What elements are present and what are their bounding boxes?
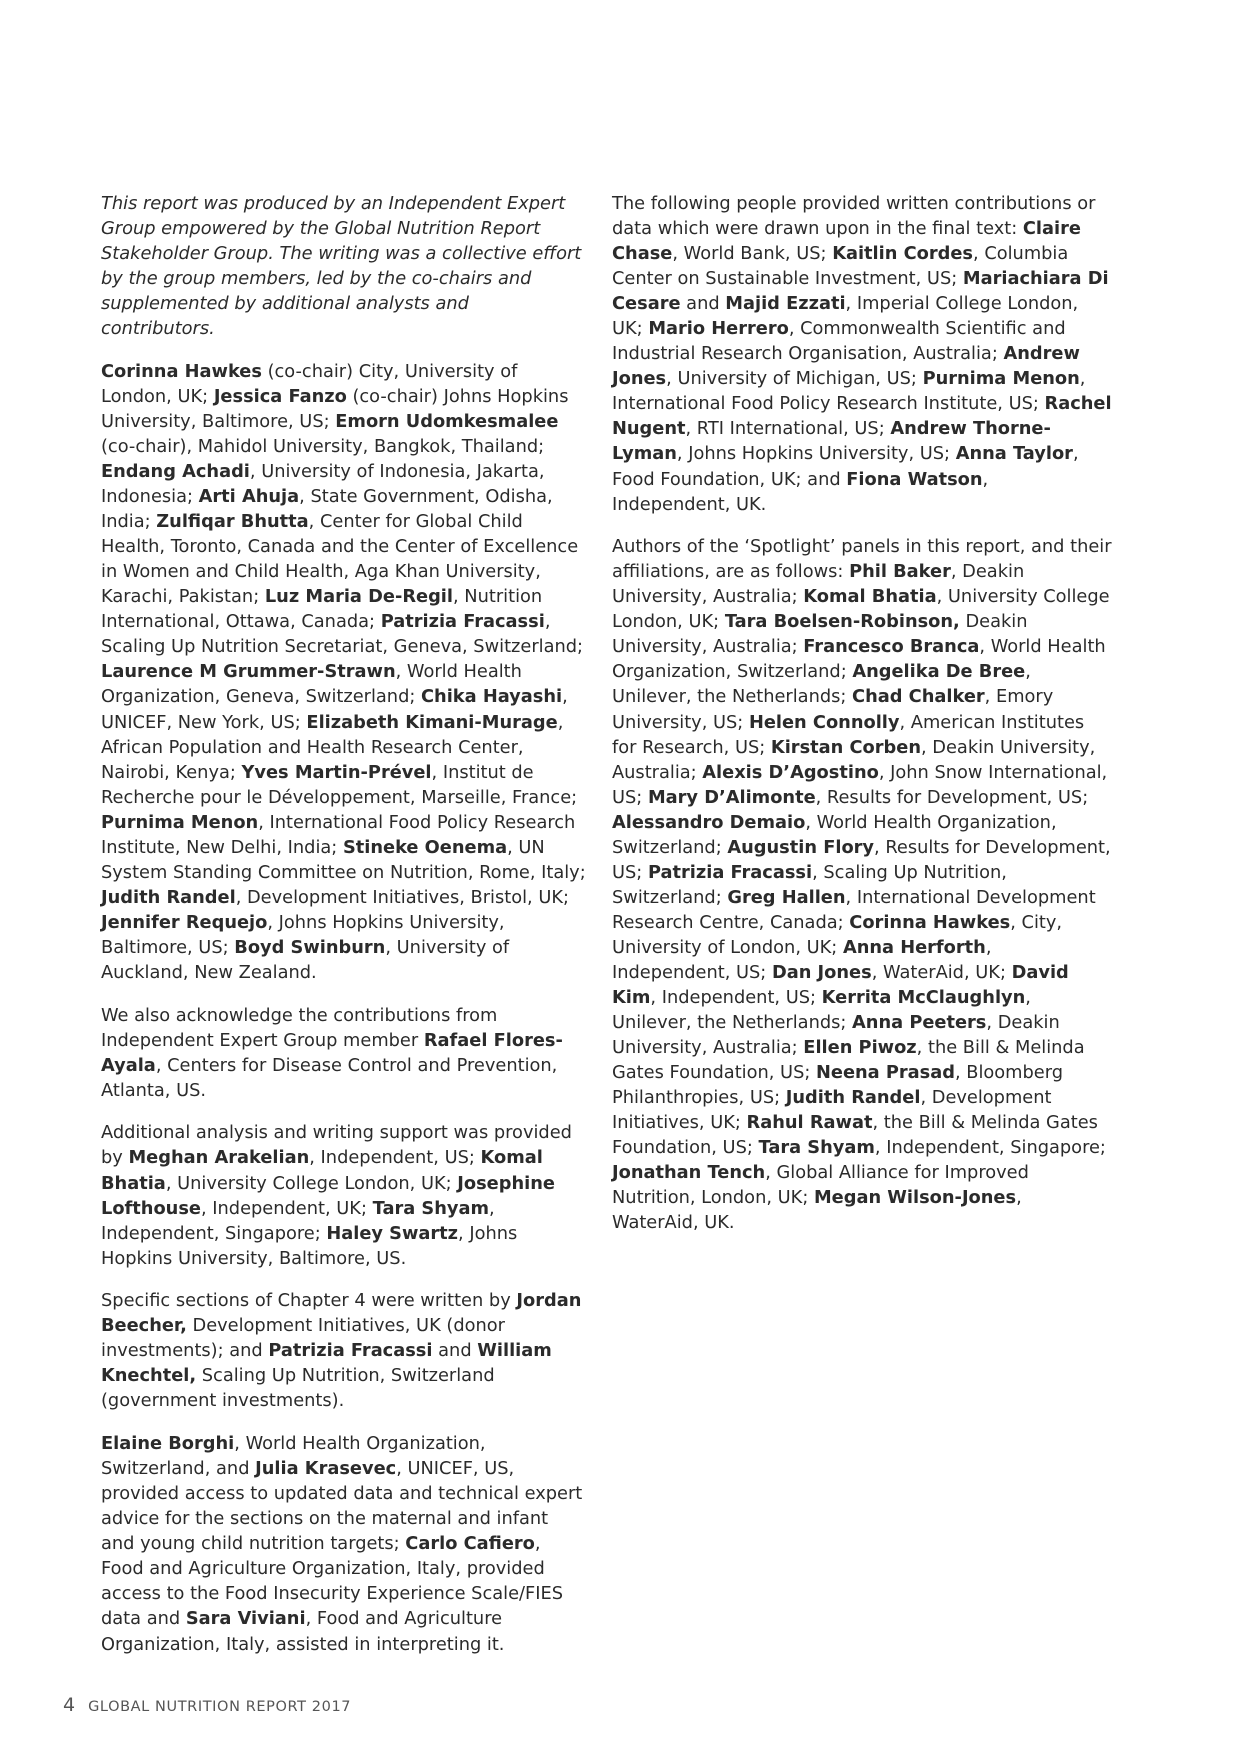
contributor-name: Anna Taylor bbox=[955, 443, 1073, 465]
contributor-name: Judith Randel bbox=[785, 1087, 921, 1109]
text-run: , City, University of London, UK; bbox=[612, 911, 1063, 958]
text-run: , Development Initiatives, UK; bbox=[612, 1087, 1052, 1134]
contributor-name: Haley Swartz bbox=[326, 1222, 459, 1244]
contributor-name: Alessandro Demaio bbox=[612, 811, 806, 833]
contributor-name: Sara Viviani bbox=[185, 1608, 306, 1630]
contributor-name: Tara Shyam bbox=[372, 1197, 489, 1219]
contributor-name: Arti Ahuja bbox=[198, 486, 300, 508]
text-run: , Columbia Center on Sustainable Investment, US; bbox=[612, 243, 1069, 290]
text-run: , Nutrition International, Ottawa, Canada; bbox=[101, 586, 543, 633]
contributor-name: Phil Baker bbox=[849, 561, 951, 583]
text-run: , Independent, US; bbox=[650, 987, 822, 1009]
text-run: , RTI International, US; bbox=[685, 418, 891, 440]
body-paragraph bbox=[101, 1120, 586, 1270]
text-run: , American Institutes for Research, US; bbox=[612, 711, 1085, 758]
contributor-name: Corinna Hawkes bbox=[101, 360, 262, 382]
contributor-name: Ellen Piwoz bbox=[803, 1037, 917, 1059]
body-paragraph bbox=[101, 1288, 586, 1413]
text-run: Specific sections of Chapter 4 were written by bbox=[101, 1290, 517, 1312]
contributor-name: Patrizia Fracassi bbox=[647, 861, 813, 883]
contributor-name: Josephine Lofthouse bbox=[101, 1172, 555, 1219]
text-run: , Independent, Singapore; bbox=[101, 1197, 495, 1244]
contributor-name: Meghan Arakelian bbox=[128, 1147, 310, 1169]
page-footer bbox=[63, 1694, 351, 1716]
contributor-name: Purnima Menon bbox=[922, 368, 1080, 390]
text-run: , WaterAid, UK. bbox=[612, 1187, 1022, 1234]
text-run: , UNICEF, New York, US; bbox=[101, 686, 568, 733]
body-paragraph bbox=[101, 1431, 586, 1656]
contributor-name: Kerrita McClaughlyn bbox=[821, 987, 1026, 1009]
contributor-name: Patrizia Fracassi bbox=[268, 1340, 433, 1362]
contributor-name: Claire Chase bbox=[612, 218, 1081, 265]
text-run: , International Development Research Centre, Canada; bbox=[612, 886, 1096, 933]
text-run: , University of Indonesia, Jakarta, Indonesia; bbox=[101, 461, 545, 508]
text-run: (co-chair), Mahidol University, Bangkok, Thailand; bbox=[101, 436, 545, 458]
text-run: , World Health Organization, Geneva, Switzerland; bbox=[101, 661, 522, 708]
text-run: , Scaling Up Nutrition, Switzerland; bbox=[612, 861, 1007, 908]
text-run: , Deakin University, Australia; bbox=[612, 561, 1025, 608]
body-paragraph bbox=[612, 534, 1112, 1235]
contributor-name: Corinna Hawkes bbox=[849, 911, 1011, 933]
contributor-name: Fiona Watson bbox=[846, 468, 983, 490]
text-run: Deakin University, Australia; bbox=[612, 611, 1028, 658]
text-run: and bbox=[432, 1340, 478, 1362]
text-run: , Independent, Singapore; bbox=[874, 1137, 1106, 1159]
right-column bbox=[612, 191, 1112, 1253]
contributor-name: Jessica Fanzo bbox=[213, 385, 347, 407]
text-run: , International Food Policy Research Institute, US; bbox=[612, 368, 1086, 415]
text-run: , Johns Hopkins University, Baltimore, US. bbox=[101, 1222, 518, 1269]
contributor-name: Augustin Flory bbox=[727, 836, 875, 858]
contributor-name: Andrew Thorne-Lyman bbox=[612, 418, 1051, 465]
text-run: , UNICEF, US, provided access to updated data and technical expert advice for the sections on the maternal and infant and young child nutrition targets; bbox=[101, 1458, 583, 1555]
text-run: , Independent, US; bbox=[612, 936, 992, 983]
contributor-name: Kaitlin Cordes bbox=[832, 243, 974, 265]
contributor-name: Alexis D’Agostino bbox=[702, 761, 879, 783]
text-run: , Deakin University, Australia; bbox=[612, 736, 1096, 783]
contributor-name: Mariachiara Di Cesare bbox=[612, 268, 1109, 315]
contributor-name: Emorn Udomkesmalee bbox=[335, 410, 559, 432]
text-run: , Emory University, US; bbox=[612, 686, 1054, 733]
body-paragraph bbox=[101, 1003, 586, 1103]
contributor-name: Luz Maria De-Regil bbox=[264, 586, 453, 608]
text-run: , Institut de Recherche pour le Développement, Marseille, France; bbox=[101, 761, 578, 808]
contributor-name: Neena Prasad bbox=[816, 1062, 955, 1084]
contributor-name: Yves Martin-Prével bbox=[241, 761, 432, 783]
contributor-name: Mario Herrero bbox=[648, 318, 789, 340]
contributor-name: Elizabeth Kimani-Murage bbox=[306, 711, 558, 733]
text-run: , Food and Agriculture Organization, Italy, provided access to the Food Insecurity Experience Scale/FIES data and bbox=[101, 1533, 563, 1630]
text-run: , Centers for Disease Control and Prevention, Atlanta, US. bbox=[101, 1054, 558, 1101]
text-run: The following people provided written contributions or data which were drawn upon in the final text: bbox=[612, 193, 1096, 240]
text-run: , Unilever, the Netherlands; bbox=[612, 987, 1031, 1034]
text-run: (co-chair) Johns Hopkins University, Baltimore, US; bbox=[101, 385, 569, 432]
text-run: , University College London, UK; bbox=[612, 586, 1110, 633]
text-run: , Results for Development, US; bbox=[815, 786, 1089, 808]
contributor-name: William Knechtel, bbox=[101, 1340, 552, 1387]
text-run: , Global Alliance for Improved Nutrition, London, UK; bbox=[612, 1162, 1029, 1209]
contributor-name: Greg Hallen bbox=[727, 886, 846, 908]
contributor-name: Angelika De Bree bbox=[852, 661, 1026, 683]
text-run: Scaling Up Nutrition, Switzerland (government investments). bbox=[101, 1365, 495, 1412]
body-paragraph bbox=[612, 191, 1112, 517]
text-run: , Independent, UK. bbox=[612, 468, 989, 515]
contributor-name: Helen Connolly bbox=[748, 711, 900, 733]
contributor-name: Rahul Rawat bbox=[746, 1112, 873, 1134]
text-run: , Scaling Up Nutrition Secretariat, Geneva, Switzerland; bbox=[101, 611, 584, 658]
text-run: (co-chair) City, University of London, UK; bbox=[101, 360, 518, 407]
contributor-name: Megan Wilson-Jones bbox=[813, 1187, 1017, 1209]
text-run: , Bloomberg Philanthropies, US; bbox=[612, 1062, 1064, 1109]
body-paragraph bbox=[101, 359, 586, 985]
text-run: , Unilever, the Netherlands; bbox=[612, 661, 1031, 708]
text-run: , Center for Global Child Health, Toronto, Canada and the Center of Excellence in Women and Child Health, Aga Khan University, Karachi, Pakistan; bbox=[101, 511, 579, 608]
text-run: , Results for Development, US; bbox=[612, 836, 1111, 883]
text-run: , Food Foundation, UK; and bbox=[612, 443, 1079, 490]
contributor-name: Jennifer Requejo bbox=[101, 911, 268, 933]
text-run: , State Government, Odisha, India; bbox=[101, 486, 553, 533]
text-run: This report was produced by an Independent Expert Group empowered by the Global Nutrition Report Stakeholder Group. The writing was a collective effort by the group members, led by the co-chairs and supplemented by additional analysts and contributors. bbox=[101, 193, 582, 340]
text-run: , University College London, UK; bbox=[165, 1172, 458, 1194]
text-run: , World Health Organization, Switzerland; bbox=[612, 636, 1106, 683]
contributor-name: Rafael Flores-Ayala bbox=[101, 1029, 563, 1076]
contributor-name: Elaine Borghi bbox=[101, 1433, 235, 1455]
text-run: , Food and Agriculture Organization, Italy, assisted in interpreting it. bbox=[101, 1608, 505, 1655]
text-run: , International Food Policy Research Institute, New Delhi, India; bbox=[101, 811, 576, 858]
text-run: , World Bank, US; bbox=[672, 243, 833, 265]
contributor-name: Chad Chalker bbox=[852, 686, 985, 708]
contributor-name: Endang Achadi bbox=[101, 461, 250, 483]
contributor-name: Mary D’Alimonte bbox=[647, 786, 816, 808]
text-run: , Independent, UK; bbox=[200, 1197, 373, 1219]
text-run: Authors of the ‘Spotlight’ panels in this report, and their affiliations, are as follows: bbox=[612, 536, 1112, 583]
left-column bbox=[101, 191, 586, 1674]
contributor-name: Julia Krasevec bbox=[255, 1458, 397, 1480]
contributor-name: David Kim bbox=[612, 962, 1069, 1009]
contributor-name: Majid Ezzati bbox=[725, 293, 846, 315]
contributor-name: Zulfiqar Bhutta bbox=[156, 511, 309, 533]
contributor-name: Tara Shyam bbox=[758, 1137, 875, 1159]
contributor-name: Dan Jones bbox=[771, 962, 872, 983]
running-title: GLOBAL NUTRITION REPORT 2017 bbox=[88, 1699, 352, 1715]
text-run: and bbox=[680, 293, 726, 315]
text-run: , Imperial College London, UK; bbox=[612, 293, 1079, 340]
text-run: , Johns Hopkins University, US; bbox=[676, 443, 956, 465]
contributor-name: Anna Peeters bbox=[852, 1012, 987, 1034]
text-run: , University of Michigan, US; bbox=[666, 368, 923, 390]
contributor-name: Jordan Beecher, bbox=[101, 1290, 582, 1337]
contributor-name: Stineke Oenema bbox=[342, 836, 508, 858]
contributor-name: Tara Boelsen-Robinson, bbox=[724, 611, 960, 633]
text-run: , WaterAid, UK; bbox=[871, 962, 1012, 983]
page-number: 4 bbox=[63, 1694, 76, 1716]
intro-paragraph bbox=[101, 191, 586, 341]
contributor-name: Purnima Menon bbox=[101, 811, 259, 833]
contributor-name: Jonathan Tench bbox=[612, 1162, 766, 1184]
text-run: , African Population and Health Research Center, Nairobi, Kenya; bbox=[101, 711, 564, 783]
text-run: , Johns Hopkins University, Baltimore, US; bbox=[101, 911, 505, 958]
contributor-name: Boyd Swinburn bbox=[234, 936, 386, 958]
text-run: Development Initiatives, UK (donor investments); and bbox=[101, 1315, 505, 1362]
text-run: , University of Auckland, New Zealand. bbox=[101, 936, 510, 983]
contributor-name: Francesco Branca bbox=[803, 636, 980, 658]
contributor-name: Komal Bhatia bbox=[803, 586, 937, 608]
contributor-name: Chika Hayashi bbox=[421, 686, 563, 708]
contributor-name: Rachel Nugent bbox=[612, 393, 1112, 440]
text-run: , the Bill & Melinda Gates Foundation, US; bbox=[612, 1112, 1098, 1159]
contributor-name: Patrizia Fracassi bbox=[380, 611, 545, 633]
text-run: , John Snow International, US; bbox=[612, 761, 1108, 808]
contributor-name: Judith Randel bbox=[101, 886, 236, 908]
contributor-name: Laurence M Grummer-Strawn bbox=[101, 661, 396, 683]
contributor-name: Kirstan Corben bbox=[770, 736, 921, 758]
text-run: , UN System Standing Committee on Nutrition, Rome, Italy; bbox=[101, 836, 586, 883]
text-run: , Development Initiatives, Bristol, UK; bbox=[235, 886, 570, 908]
text-run: , Deakin University, Australia; bbox=[612, 1012, 1060, 1059]
contributor-name: Anna Herforth bbox=[842, 936, 986, 958]
text-run: , the Bill & Melinda Gates Foundation, US; bbox=[612, 1037, 1085, 1084]
text-run: , Independent, US; bbox=[309, 1147, 481, 1169]
contributor-name: Komal Bhatia bbox=[101, 1147, 543, 1194]
text-run: , World Health Organization, Switzerland, and bbox=[101, 1433, 486, 1480]
text-run: , World Health Organization, Switzerland; bbox=[612, 811, 1057, 858]
contributor-name: Carlo Cafiero bbox=[405, 1533, 535, 1555]
text-run: Additional analysis and writing support was provided by bbox=[101, 1122, 572, 1169]
text-run: , Commonwealth Scientific and Industrial Research Organisation, Australia; bbox=[612, 318, 1066, 365]
text-run: We also acknowledge the contributions from Independent Expert Group member bbox=[101, 1004, 498, 1051]
contributor-name: Andrew Jones bbox=[612, 343, 1080, 390]
